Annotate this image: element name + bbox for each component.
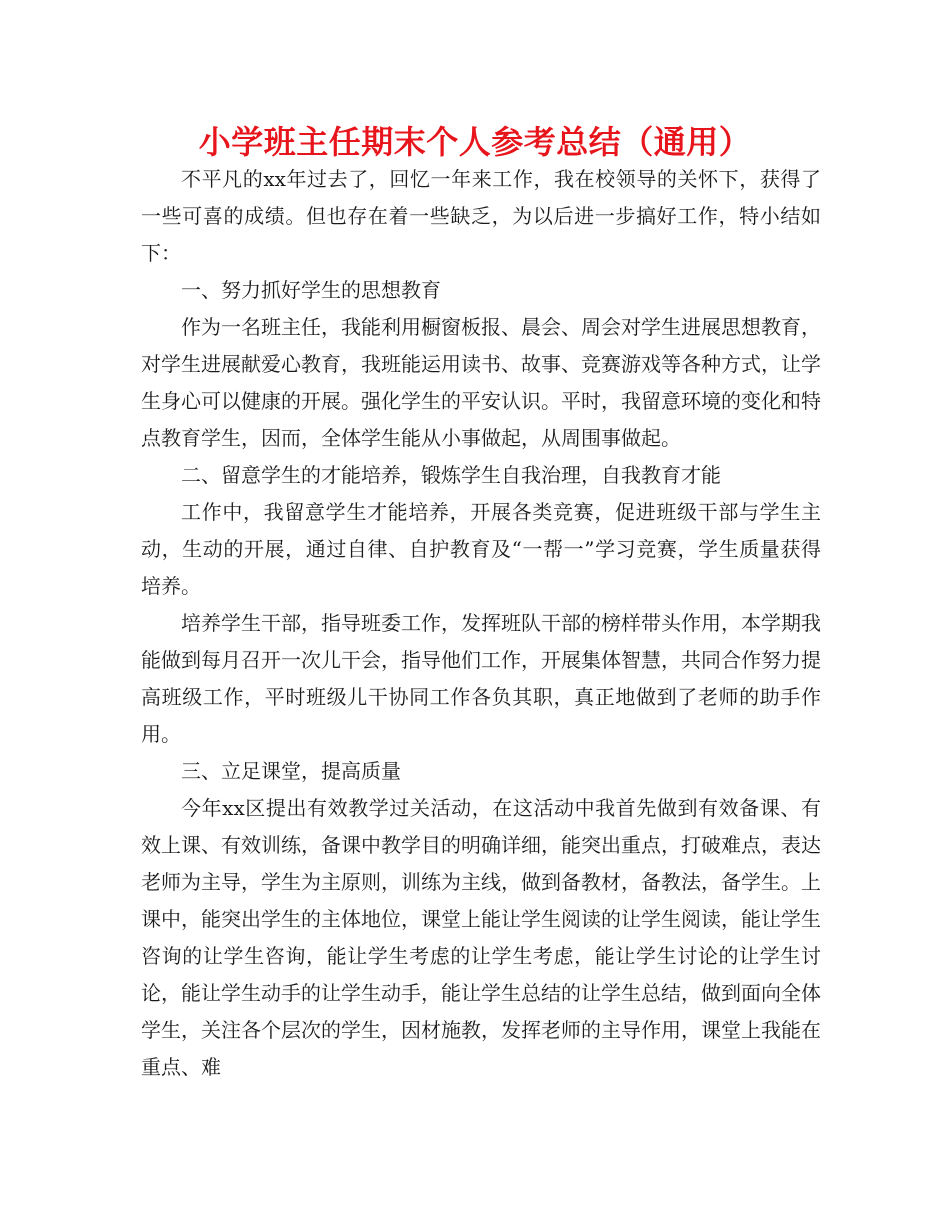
- section-heading-1: 一、努力抓好学生的思想教育: [181, 278, 441, 302]
- section-1-paragraph: 作为一名班主任，我能利用橱窗板报、晨会、周会对学生进展思想教育，对学生进展献爱心教育，我班能运用读书、故事、竞赛游戏等各种方式，让学生身心可以健康的开展。强化学生的平安认识。平时，我留意环境的变化和特点教育学生，因而，全体学生能从小事做起，从周围事做起。: [141, 315, 821, 450]
- document-title: 小学班主任期末个人参考总结（通用）: [198, 123, 752, 161]
- document-body: [141, 161, 821, 1086]
- section-2-paragraph-2: 培养学生干部，指导班委工作，发挥班队干部的榜样带头作用，本学期我能做到每月召开一次儿干会，指导他们工作，开展集体智慧，共同合作努力提高班级工作，平时班级儿干协同工作各负其职，真正地做到了老师的助手作用。: [141, 611, 821, 746]
- section-3-paragraph: 今年xx区提出有效教学过关活动，在这活动中我首先做到有效备课、有效上课、有效训练，备课中教学目的明确详细，能突出重点，打破难点，表达老师为主导，学生为主原则，训练为主线，做到备教材，备教法，备学生。上课中，能突出学生的主体地位，课堂上能让学生阅读的让学生阅读，能让学生咨询的让学生咨询，能让学生考虑的让学生考虑，能让学生讨论的让学生讨论，能让学生动手的让学生动手，能让学生总结的让学生总结，做到面向全体学生，关注各个层次的学生，因材施教，发挥老师的主导作用，课堂上我能在重点、难: [141, 796, 821, 1079]
- section-heading-2: 二、留意学生的才能培养，锻炼学生自我治理，自我教育才能: [181, 463, 721, 487]
- intro-paragraph: 不平凡的xx年过去了，回忆一年来工作，我在校领导的关怀下，获得了一些可喜的成绩。但也存在着一些缺乏，为以后进一步搞好工作，特小结如下：: [141, 167, 821, 265]
- section-2-paragraph-1: 工作中，我留意学生才能培养，开展各类竞赛，促进班级干部与学生主动，生动的开展，通过自律、自护教育及“一帮一”学习竞赛，学生质量获得培养。: [141, 500, 821, 598]
- section-heading-3: 三、立足课堂，提高质量: [181, 759, 401, 783]
